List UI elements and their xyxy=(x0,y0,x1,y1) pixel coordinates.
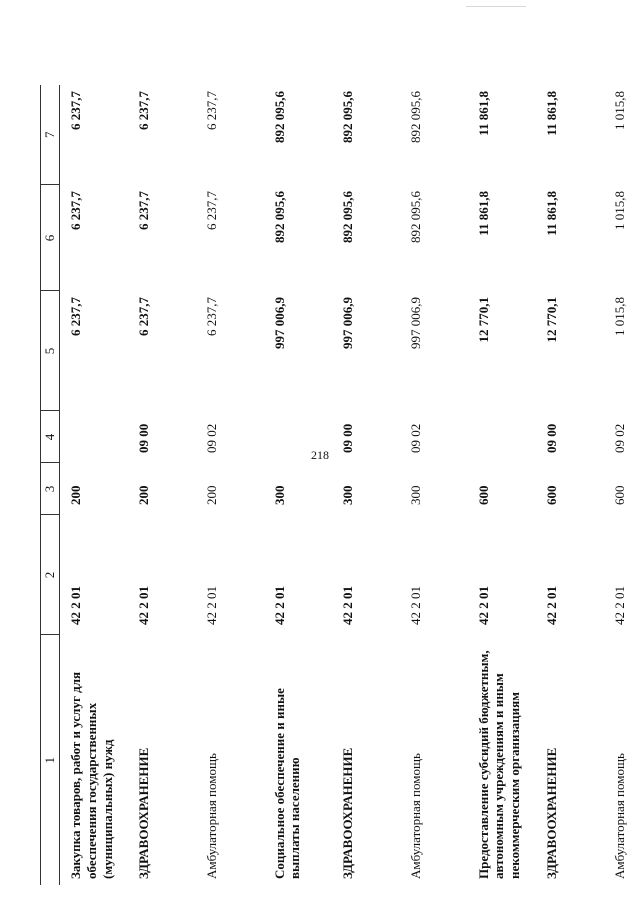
row-name: Амбулаторная помощь xyxy=(611,753,627,879)
row-name: ЗДРАВООХРАНЕНИЕ xyxy=(543,747,559,879)
row-name: Закупка товаров, работ и услуг для обеспечения государственных (муниципальных) нужд xyxy=(68,671,115,879)
expense-type-code: 200 xyxy=(135,485,151,505)
target-article-code: 42 2 01 xyxy=(475,586,491,625)
row-name: Амбулаторная помощь xyxy=(407,753,423,879)
amount-column-7: 892 095,6 xyxy=(407,91,423,143)
target-article-code: 42 2 01 xyxy=(271,586,287,625)
page-number: 218 xyxy=(311,448,329,462)
table-row xyxy=(468,85,536,885)
target-article-code: 42 2 01 xyxy=(543,586,559,625)
amount-column-6: 892 095,6 xyxy=(407,191,423,243)
column-header: 3 xyxy=(41,463,60,515)
column-header: 1 xyxy=(41,635,60,885)
amount-column-5: 12 770,1 xyxy=(543,297,559,343)
row-name: Амбулаторная помощь xyxy=(203,753,219,879)
amount-column-7: 11 861,8 xyxy=(543,91,559,136)
expense-type-code: 600 xyxy=(543,485,559,505)
amount-column-7: 11 861,8 xyxy=(475,91,491,136)
amount-column-7: 6 237,7 xyxy=(135,91,151,130)
amount-column-6: 892 095,6 xyxy=(271,191,287,243)
amount-column-6: 6 237,7 xyxy=(135,191,151,230)
table-row xyxy=(536,85,604,885)
target-article-code: 42 2 01 xyxy=(407,586,423,625)
table-row xyxy=(264,85,332,885)
expense-type-code: 600 xyxy=(475,485,491,505)
amount-column-5: 997 006,9 xyxy=(407,297,423,349)
amount-column-6: 6 237,7 xyxy=(68,191,83,230)
amount-column-6: 6 237,7 xyxy=(203,191,219,230)
amount-column-5: 6 237,7 xyxy=(68,297,83,336)
amount-column-7: 6 237,7 xyxy=(68,91,83,130)
amount-column-5: 6 237,7 xyxy=(203,297,219,336)
section-code: 09 00 xyxy=(135,423,151,453)
column-header: 7 xyxy=(41,85,60,185)
target-article-code: 42 2 01 xyxy=(135,586,151,625)
table-row xyxy=(400,85,468,885)
scan-artifact xyxy=(466,0,526,7)
column-number-row xyxy=(41,85,60,885)
budget-table-wrapper xyxy=(40,85,627,885)
target-article-code: 42 2 01 xyxy=(203,586,219,625)
amount-column-5: 6 237,7 xyxy=(135,297,151,336)
target-article-code: 42 2 01 xyxy=(339,586,355,625)
section-code: 09 00 xyxy=(339,423,355,453)
section-code: 09 00 xyxy=(543,423,559,453)
target-article-code: 42 2 01 xyxy=(68,586,83,625)
column-header: 6 xyxy=(41,185,60,291)
expense-type-code: 600 xyxy=(611,485,627,505)
column-header: 2 xyxy=(41,515,60,635)
amount-column-7: 892 095,6 xyxy=(339,91,355,143)
section-code xyxy=(60,411,128,463)
section-code: 09 02 xyxy=(407,423,423,453)
amount-column-7: 6 237,7 xyxy=(203,91,219,130)
section-code xyxy=(264,411,332,463)
table-row xyxy=(196,85,264,885)
amount-column-5: 12 770,1 xyxy=(475,297,491,343)
section-code: 09 02 xyxy=(611,423,627,453)
expense-type-code: 200 xyxy=(203,485,219,505)
row-name: Предоставление субсидий бюджетным, автономным учреждениям и иным некоммерческим организациям xyxy=(475,650,523,879)
column-header: 4 xyxy=(41,411,60,463)
amount-column-5: 997 006,9 xyxy=(339,297,355,349)
expense-type-code: 300 xyxy=(407,485,423,505)
amount-column-6: 11 861,8 xyxy=(475,191,491,236)
section-code: 09 02 xyxy=(203,423,219,453)
amount-column-6: 1 015,8 xyxy=(611,191,627,230)
amount-column-6: 892 095,6 xyxy=(339,191,355,243)
amount-column-7: 1 015,8 xyxy=(611,91,627,130)
table-row xyxy=(332,85,400,885)
table-row xyxy=(604,85,640,885)
budget-table xyxy=(40,85,640,885)
amount-column-5: 1 015,8 xyxy=(611,297,627,336)
section-code xyxy=(468,411,536,463)
expense-type-code: 200 xyxy=(68,485,83,505)
table-row xyxy=(60,85,128,885)
table-row xyxy=(128,85,196,885)
row-name: ЗДРАВООХРАНЕНИЕ xyxy=(135,747,151,879)
expense-type-code: 300 xyxy=(271,485,287,505)
amount-column-5: 997 006,9 xyxy=(271,297,287,349)
column-header: 5 xyxy=(41,291,60,411)
row-name: ЗДРАВООХРАНЕНИЕ xyxy=(339,747,355,879)
expense-type-code: 300 xyxy=(339,485,355,505)
amount-column-7: 892 095,6 xyxy=(271,91,287,143)
amount-column-6: 11 861,8 xyxy=(543,191,559,236)
row-name: Социальное обеспечение и иные выплаты населению xyxy=(271,688,303,879)
target-article-code: 42 2 01 xyxy=(611,586,627,625)
